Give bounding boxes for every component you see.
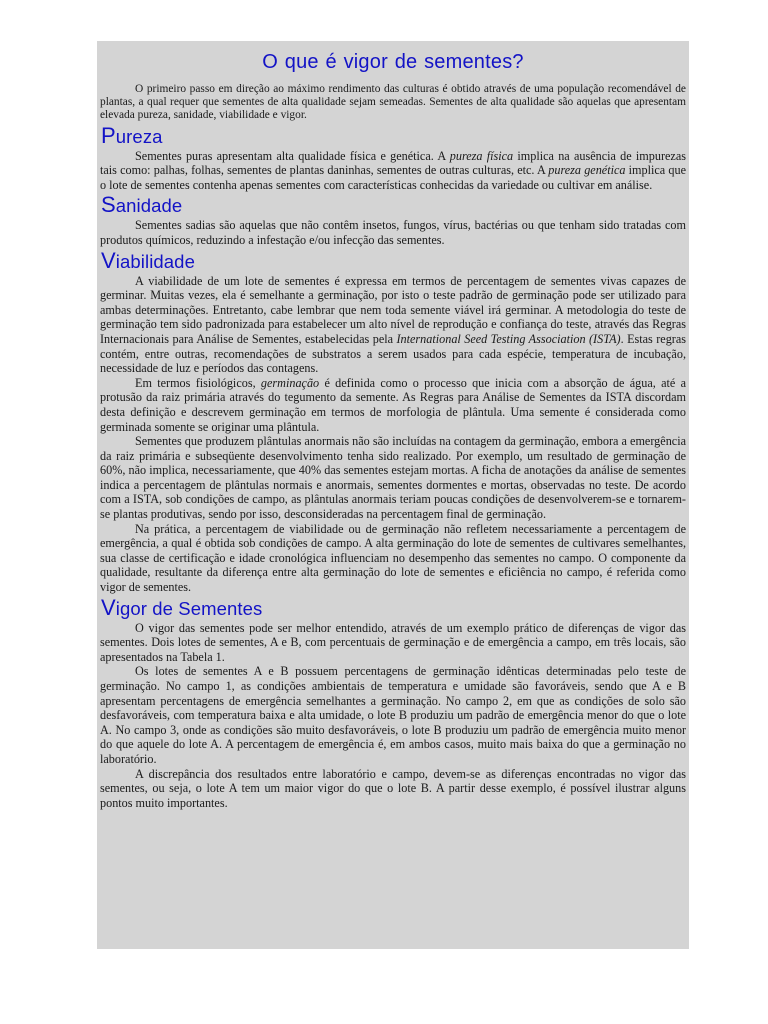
viabilidade-paragraph-3: Sementes que produzem plântulas anormais não são incluídas na contagem da germinação, embora a emergência da raiz primária e subseqüente desenvolvimento tenha sido realizado. Por exemplo, um resultado de germinação de 60%, não implica, necessariamente, que 40% das sementes estejam mortas. A ficha de anotações da análise de sementes indica a percentagem de plântulas normais e anormais, sementes dormentes e mortas, observadas no teste. De acordo com a ISTA, sob condições de campo, as plântulas anormais teriam poucas condições de desenvolverem-se e tornarem-se plantas produtivas, sendo por isso, desconsideradas na percentagem final de germinação. — [100, 434, 686, 522]
heading-sanidade — [101, 194, 686, 217]
heading-initial: S — [101, 192, 116, 218]
sanidade-paragraph: Sementes sadias são aquelas que não contêm insetos, fungos, vírus, bactérias ou que tenham sido tratadas com produtos químicos, reduzindo a infestação e/ou infecção das sementes. — [100, 218, 686, 247]
text-run: Sementes puras apresentam alta qualidade física e genética. A — [135, 148, 450, 163]
section-pureza — [100, 122, 686, 193]
italic-term: germinação — [260, 375, 320, 390]
heading-pureza — [101, 122, 686, 148]
heading-viabilidade — [101, 247, 686, 273]
heading-initial: V — [101, 594, 116, 620]
section-sanidade — [100, 194, 686, 247]
italic-term: pureza física — [449, 148, 514, 163]
vigor-paragraph-1: O vigor das sementes pode ser melhor entendido, através de um exemplo prático de diferenças de vigor das sementes. Dois lotes de sementes, A e B, com percentuais de germinação e de emergência a campo, em três locais, são apresentados na Tabela 1. — [100, 620, 686, 664]
intro-paragraph: O primeiro passo em direção ao máximo rendimento das culturas é obtido através de uma população recomendável de plantas, a qual requer que sementes de alta qualidade sejam semeadas. Sementes de alta qualidade são aquelas que apresentam elevada pureza, sanidade, viabilidade e vigor. — [100, 83, 686, 122]
text-run: implica que o lote de sementes contenha apenas sementes com características conhecidas da variedade ou cultivar em análise. — [100, 163, 686, 192]
pureza-paragraph — [100, 149, 686, 193]
text-run: Em termos fisiológicos, — [135, 375, 261, 390]
italic-term: pureza genética — [548, 163, 626, 178]
heading-rest: ureza — [115, 125, 163, 147]
text-run: A viabilidade de um lote de sementes é expressa em termos de percentagem de sementes vivas capazes de germinar. Muitas vezes, ela é semelhante a germinação, por isto o teste padrão de germinação pode ser utilizado para ambas determinações. Entretanto, cabe lembrar que nem toda semente viável irá germinar. A metodologia do teste de germinação tem sido padronizada para estabelecer um alto nível de reprodução e confiança do teste, através das Regras Internacionais para Análise de Sementes, estabelecidas pela — [100, 273, 686, 346]
heading-rest: anidade — [115, 195, 183, 217]
text-run: é definida como o processo que inicia com a absorção de água, até a protusão da raiz primária através do tegumento da semente. As Regras para Análise de Sementes da ISTA discordam desta definição e descrevem germinação em termos de morfologia de plântula. Uma semente é considerada como germinada somente se originar uma plântula. — [100, 375, 687, 434]
heading-rest: iabilidade — [115, 250, 195, 272]
vigor-paragraph-2: Os lotes de sementes A e B possuem percentagens de germinação idênticas determinadas pelo teste de germinação. No campo 1, as condições ambientais de temperatura e umidade são favoráveis, sendo que A e B apresentam percentagens de emergência semelhantes a germinação. No campo 2, em que as condições de solo são desfavoráveis, com temperatura baixa e alta umidade, o lote B produziu um padrão de emergência menor do que o lote A. No campo 3, onde as condições são muito desfavoráveis, o lote B produziu um padrão de emergência muito menor do que aquele do lote A. A percentagem de emergência é, em ambos casos, muito mais baixa do que a germinação no laboratório. — [100, 664, 686, 766]
heading-initial: V — [101, 247, 116, 273]
heading-vigor — [101, 594, 686, 620]
heading-rest: igor de Sementes — [115, 597, 263, 619]
viabilidade-paragraph-2 — [100, 376, 686, 434]
section-viabilidade — [100, 247, 687, 595]
text-run: . Estas regras contém, entre outras, recomendações de substratos a serem usados para cada espécie, temperatura de incubação, necessidade de luz e períodos das contagens. — [100, 331, 687, 376]
section-vigor — [100, 594, 686, 811]
vigor-paragraph-3: A discrepância dos resultados entre laboratório e campo, devem-se as diferenças encontradas no vigor das sementes, ou seja, o lote A tem um maior vigor do que o lote B. A partir desse exemplo, é possível ilustrar alguns pontos muito importantes. — [100, 766, 686, 810]
viabilidade-paragraph-1 — [100, 274, 686, 376]
viabilidade-paragraph-4: Na prática, a percentagem de viabilidade ou de germinação não refletem necessariamente a percentagem de emergência, a qual é obtida sob condições de campo. A alta germinação do lote de sementes de cultivares semelhantes, sua classe de certificação e idade cronológica influenciam no desempenho das sementes no campo. O componente da qualidade, resultante da diferença entre alta germinação do lote de sementes e eficiência no campo, é referida como vigor de sementes. — [100, 521, 686, 595]
italic-term: International Seed Testing Association (ISTA) — [396, 331, 621, 346]
text-run: implica na ausência de impurezas tais como: palhas, folhas, sementes de plantas daninhas, sementes de outras culturas, etc. A — [100, 148, 686, 178]
page-title: O que é vigor de sementes? — [262, 51, 524, 73]
heading-initial: P — [101, 122, 116, 148]
document-page — [97, 41, 689, 949]
